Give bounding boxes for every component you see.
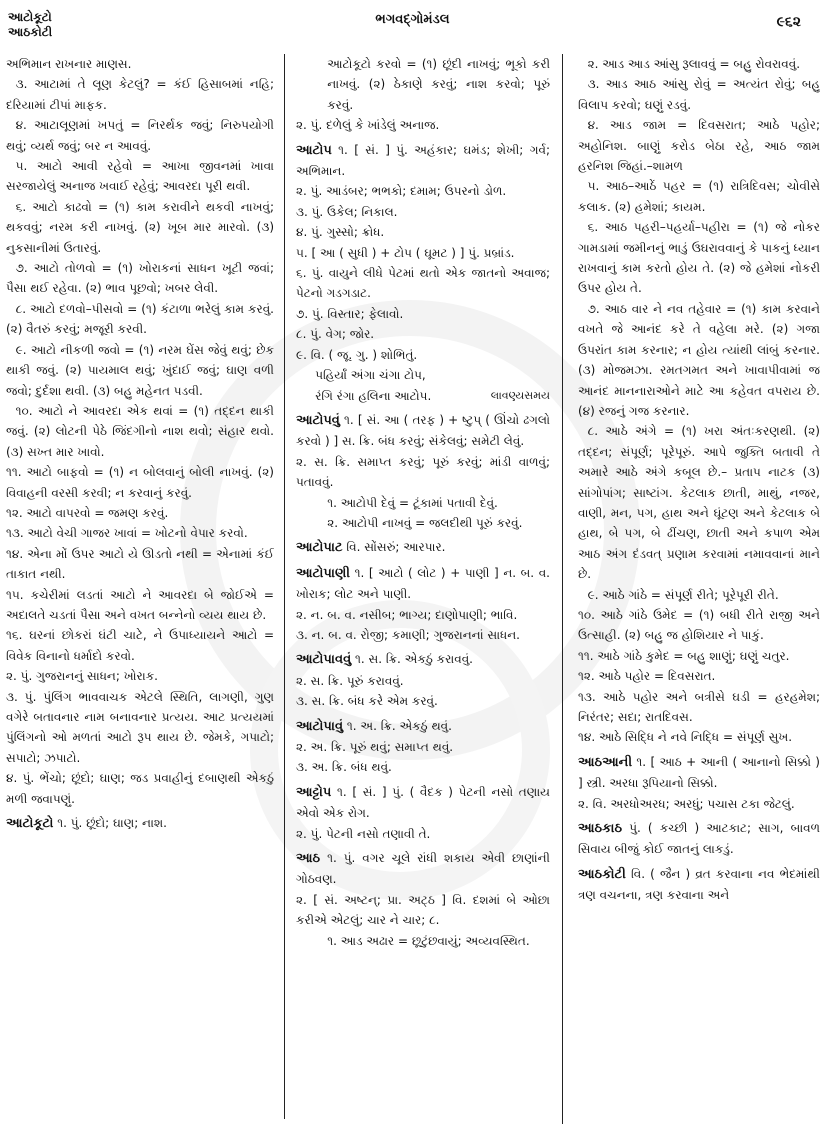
definition-text: ૯. આટો નીકળી જવો = (૧) નરમ ઘેંસ જેવું થવું; છેક થાકી જવું. (૨) પાયમાલ થવું; ખુંદાઈ જવું; ઘાણ વળી જવો; દુર્દશા થવી. (૩) બહુ મહેનત પડવી. (6, 342, 274, 398)
definition-sense (6, 115, 274, 156)
definition-text: ૨. પું. આડંબર; ભભકો; દમામ; ઉપરનો ડોળ. (296, 184, 507, 199)
definition-text: ૩. ન. બ. વ. રોજી; કમાણી; ગુજરાનનાં સાધન. (296, 627, 520, 642)
column-middle (296, 54, 550, 1120)
definition-sense (296, 890, 550, 931)
definition-text: ૧૦. આટો ને આવરદા એક થવાં = (૧) તદ્દન થાકી જવું. (૨) લોટની પેઠે જિંદગીનો નાશ થવો; સંહાર થવો. (૩) સખ્ત માર ખાવો. (6, 403, 274, 459)
definition-text: ૧૪. આઠે સિદ્ધિ ને નવે નિદ્ધિ = સંપૂર્ણ સુખ. (578, 730, 793, 745)
definition-text: ૧૩. આઠે પહોર અને બત્રીસે ઘડી = હરહમેશ; નિરંતર; સદા; રાતદિવસ. (578, 689, 820, 724)
dictionary-entry (296, 410, 550, 452)
running-title: ભગવદ્ગોમંડલ (375, 12, 450, 27)
guide-word-first: આટોકૂટો (8, 10, 52, 24)
definition-sense (6, 340, 274, 401)
definition-sense (296, 202, 550, 222)
definition-text: ૪. આટાલૂણમાં ખપતું = નિરર્થક જવું; નિરુપયોગી થવું; વ્યર્થ જવું; બર ન આવવું. (6, 118, 274, 153)
definition-sense (6, 585, 274, 626)
definition-text: ૨. અ. ક્રિ. પૂરું થવું; સમાપ્ત થવું. (296, 740, 454, 754)
definition-text: આટોકૂટો કરવો = (૧) છૂંદી નાખવું; ભૂકો કરી નાખવું. (૨) ઠેકાણે કરવું; નાશ કરવો; પૂરું કરવું. (327, 57, 550, 112)
definition-text: ૨. પું. દળેલું કે ખાંડેલું અનાજ. (296, 118, 440, 133)
column-divider (562, 54, 563, 1124)
dictionary-columns (0, 54, 825, 1120)
definition-sense (578, 727, 820, 747)
column-right (578, 54, 820, 1120)
definition-text: ૬. પું. વાયુને લીધે પેટમાં થતો એક જાતનો અવાજ; પેટનો ગડગડાટ. (296, 266, 550, 301)
dictionary-entry (296, 649, 550, 670)
definition-text: ૧. પું. છૂંદો; ઘાણ; નાશ. (57, 816, 167, 831)
definition-text: ૧. [ આઠ + આની ( આનાનો સિક્કો ) ] સ્ત્રી. અરધા રૂપિયાનો સિક્કો. (578, 754, 820, 791)
definition-sense (578, 421, 820, 584)
definition-text: ૨. આટોપી નાખવું = જલદીથી પૂરું કરવું. (327, 515, 523, 530)
definition-text: ૭. આઠ વાર ને નવ તહેવાર = (૧) કામ કરવાને વખતે જે આનંદ કરે તે વહેલા મરે. (૨) ગજા ઉપરાંત કામ કરનાર; ન હોય ત્યાંથી લાંબું કરનાર. (૩) મોજમઝા. રમતગમત અને ખાવાપીવામાં જ આનંદ માનનારાઓને માટે આ કહેવત વપરાય છે. (૪) રજનું ગજ કરનાર. (578, 301, 820, 418)
definition-text: ૩. અ. ક્રિ. બંધ થવું. (296, 760, 392, 775)
definition-text: રંગિ રંગા હલિના આટોપ. (315, 388, 432, 403)
definition-text: ૪. પું. ભેંચો; છૂંદો; ઘાણ; જડ પ્રવાહીનું દબાણથી એકઠું મળી જવાપણું. (6, 771, 274, 806)
dictionary-entry (578, 818, 820, 860)
definition-sense (578, 299, 820, 421)
definition-text: ૨. [ સં. અષ્ટન્; પ્રા. અટ્ઠ ] વિ. દશમાં બે ઓછા કરીએ એટલું; ચાર ને ચાર; ૮. (296, 892, 550, 928)
idiom-subentry (296, 931, 550, 951)
column-left (6, 54, 274, 1120)
entry-headword: આટ્ટોપ (296, 784, 332, 800)
definition-text: ૪. આડ જામ = દિવસરાત; આઠે પહોર; અહોનિશ. બાણું કરોડ બેઠા રહે, આઠ જામ હરનિશ જિહાં.–શામળ (578, 118, 820, 174)
definition-sense (6, 156, 274, 197)
definition-text: અભિમાન રાખનાર માણસ. (6, 57, 132, 71)
entry-headword: આટોપ (296, 142, 332, 158)
definition-text: વિ. ( જૈન ) વ્રત કરવાના નવ ભેદમાંથી ત્રણ વચનના, ત્રણ કરવાના અને (578, 866, 820, 903)
definition-text: ૪. પું. ગુસ્સો; ક્રોધ. (296, 225, 385, 240)
entry-headword: આટોપાટ (296, 540, 343, 556)
definition-text: ૧૨. આટો વાપરવો = જમણ કરવું. (6, 505, 169, 520)
entry-headword: આઠઆની (578, 754, 633, 770)
definition-sense (6, 299, 274, 340)
definition-sense (296, 304, 550, 324)
definition-sense (296, 625, 550, 645)
dictionary-entry (296, 140, 550, 182)
definition-text: ૧૪. એના મોં ઉપર આટો યે ઊડતો નથી = એનામાં કંઈ તાકાત નથી. (6, 546, 274, 582)
definition-sense (578, 54, 820, 74)
entry-headword: આઠકોટી (578, 866, 626, 882)
definition-text: વિ. સોંસરું; આરપાર. (346, 540, 446, 555)
idiom-subentry (296, 513, 550, 533)
definition-sense (578, 605, 820, 646)
dictionary-entry (296, 848, 550, 890)
definition-text: ૫. [ આ ( સુધી ) + ટોપ ( ઘૂમટ ) ] પું. પ્રબ્રાંડ. (296, 245, 515, 260)
definition-text: ૧. [ સં. ] પું. ( વૈદક ) પેટની નસો તણાય એવો એક રોગ. (296, 784, 550, 821)
definition-text: પહિર્યાં અંગા ચંગા ટોપ, (315, 368, 426, 383)
definition-sense (578, 794, 820, 814)
definition-sense (296, 243, 550, 263)
definition-text: ૫. આટો આવી રહેવો = આખા જીવનમાં ખાવા સરજાયેલું અનાજ ખવાઈ રહેવું; આવરદા પૂરી થવી. (6, 159, 274, 194)
entry-headword: આટોપાણી (296, 565, 351, 581)
definition-sense (6, 544, 274, 585)
definition-text: ૭. પું. વિસ્તાર; ફેલાવો. (296, 306, 404, 321)
definition-text: ૨. આડ આડ આંસુ રૂલાવવું = બહુ રોવરાવવું. (587, 57, 801, 71)
definition-text: ૧૫. કચેરીમાં લડતાં આટો ને આવરદા બે જોઈએ = અદાલતે ચડતાં પૈસા અને વખત બન્નેનો વ્યય થાય છે. (6, 587, 274, 622)
entry-headword: આટોકૂટો (6, 816, 54, 832)
idiom-subentry (296, 493, 550, 513)
definition-text: ૧૧. આટો બાફવો = (૧) ન બોલવાનું બોલી નાખવું. (૨) વિવાહની વરસી કરવી; ન કરવાનું કરવું. (6, 465, 274, 500)
definition-text: ૩. આટામાં તે લૂણ કેટલું? = કંઈ હિસાબમાં નહિ; દરિયામાં ટીપાં માફક. (6, 77, 274, 112)
definition-text: પું. ( કચ્છી ) આટકાટ; સાગ, બાવળ સિવાય બીજું કોઈ જાતનું લાકડું. (578, 821, 820, 857)
definition-text: ૨. વિ. અરધોઅરધ; અરધું; પચાસ ટકા જેટલું. (578, 796, 795, 811)
definition-text: ૩. પું. પુંલિંગ ભાવવાચક એટલે સ્થિતિ, લાગણી, ગુણ વગેરે બતાવનાર નામ બનાવનાર પ્રત્યય. આટ પ્રત્યયમાં પુંલિંગનો ઓ મળતાં આટો રૂપ થાય છે. જેમકે, ગપાટો; સપાટો; ઝપાટો. (6, 689, 274, 765)
definition-text: ૭. આટો તોળવો = (૧) ખોરાકનાં સાધન ખૂટી જવાં; પૈસા થઈ રહેવા. (૨) ભાવ પૂછવો; ખબર લેવી. (6, 261, 274, 296)
definition-text: ૧. [ સં. ] પું. અહંકાર; ઘમંડ; શેખી; ગર્વ; અભિમાન. (296, 142, 550, 179)
page-number: ૯૬૨ (776, 14, 801, 30)
definition-sense (6, 523, 274, 543)
definition-sense (296, 222, 550, 242)
definition-sense (6, 54, 274, 74)
definition-text: ૮. આઠે અંગે = (૧) ખરા અંતઃકરણથી. (૨) તદ્દન; સંપૂર્ણ; પૂરેપૂરું. આપે જુક્તિ બતાવી તે અમારે આઠે અંગે કબૂલ છે.– પ્રતાપ નાટક (૩) સાંગોપાંગ; સાષ્ટાંગ. કેટલાક છાતી, માથું, નજર, વાણી, મન, પગ, હાથ અને ઘૂંટણ અને કેટલાક બે હાથ, બે પગ, બે ઢીંચણ, છાતી અને કપાળ એમ આઠ અંગ દંડવત્ પ્રણામ કરવામાં નમાવવાનાં માને છે. (578, 424, 820, 582)
definition-text: ૧. [ સં. આ ( તરફ ) + ષ્ટુપ્ ( ઊંચો ઢગલો કરવો ) ] સ. ક્રિ. બંધ કરવું; સંકેલવું; સમેટી લેવું. (296, 412, 550, 449)
definition-sense (296, 345, 550, 365)
quoted-verse-line (296, 365, 550, 385)
page-header (0, 0, 825, 50)
definition-sense (296, 691, 550, 711)
definition-sense (6, 462, 274, 503)
definition-text: ૩. સ. ક્રિ. બંધ કરે એમ કરવું. (296, 694, 438, 709)
definition-text: ૩. પું. ઉકેલ; નિકાલ. (296, 204, 398, 219)
entry-headword: આટોપાવવું (296, 652, 352, 668)
definition-sense (6, 503, 274, 523)
guide-word-last: આઠકોટી (8, 25, 53, 39)
dictionary-entry (296, 563, 550, 605)
definition-sense (296, 452, 550, 493)
definition-text: ૨. ન. બ. વ. નસીબ; ભાગ્ય; દાણોપાણી; ભાવિ. (296, 607, 518, 622)
definition-sense (296, 263, 550, 304)
definition-text: ૧૧. આઠે ગાંઠે કુમેદ = બહુ શાણું; ઘણું ચતુર. (578, 648, 790, 663)
definition-sense (296, 115, 550, 135)
definition-sense (6, 258, 274, 299)
definition-sense (6, 768, 274, 809)
definition-text: ૧. આટોપી દેવું = ટૂંકામાં પતાવી દેવું. (327, 495, 498, 510)
definition-text: ૧૩. આટો વેચી ગાજર ખાવાં = ખોટનો વેપાર કરવો. (6, 526, 248, 541)
definition-sense (296, 737, 550, 757)
definition-sense (296, 324, 550, 344)
definition-sense (6, 625, 274, 666)
entry-headword: આટોપાવું (296, 718, 344, 734)
definition-sense (578, 115, 820, 176)
quotation-source: લાવણ્યસમય (490, 388, 550, 402)
dictionary-entry (578, 864, 820, 906)
definition-sense (296, 824, 550, 844)
definition-text: ૨. પું. પેટની નસો તણાવી તે. (296, 826, 431, 841)
definition-text: ૨. પું. ગુજરાનનું સાધન; ખોરાક. (6, 669, 158, 684)
definition-sense (296, 671, 550, 691)
entry-headword: આઠ (296, 851, 321, 867)
definition-text: ૫. આઠ–આઠેં પહર = (૧) રાત્રિદિવસ; ચોવીસે કલાક. (૨) હમેશાં; કાયમ. (578, 179, 820, 214)
dictionary-entry (296, 782, 550, 824)
definition-text: ૨. સ. ક્રિ. પૂરું કરાવવું. (296, 673, 404, 688)
definition-text: ૯. આઠે ગાંઠે = સંપૂર્ણ રીતે; પૂરેપૂરી રીતે. (587, 587, 779, 602)
entry-headword: આઠકાઠ (578, 821, 623, 837)
definition-sense (6, 401, 274, 462)
definition-sense (578, 74, 820, 115)
definition-sense (578, 687, 820, 728)
definition-text: ૧૬. ઘરનાં છોકરાં ઘંટી ચાટે, ને ઉપાધ્યાયને આટો = વિવેક વિનાનો ધર્માદો કરવો. (6, 628, 274, 663)
definition-sense (578, 646, 820, 666)
column-divider (284, 54, 285, 1119)
definition-sense (296, 605, 550, 625)
definition-text: ૧. અ. ક્રિ. એકઠું થવું. (346, 718, 452, 733)
definition-text: ૧૦. આઠે ગાંઠે ઉમેદ = (૧) બધી રીતે રાજી અને ઉત્સાહી. (૨) બહુ જ હોશિયાર ને પાકું. (578, 607, 820, 643)
dictionary-entry (296, 537, 550, 558)
definition-text: ૧. સ. ક્રિ. એકઠું કરાવવું. (355, 652, 473, 667)
definition-sense (6, 687, 274, 769)
dictionary-entry (296, 716, 550, 737)
definition-text: ૬. આઠ પહરી–પહર્યા–પહીરા = (૧) જે નોકર ગામડામાં જમીનનું ભાડું ઉઘરાવવાનું કે પાકનું ધ્યાન રાખવાનું કામ કરતો હોય તે. (૨) જે હમેશાં નોકરી ઉપર હોય તે. (578, 220, 820, 296)
definition-sense (578, 666, 820, 686)
dictionary-entry (6, 813, 274, 834)
definition-text: ૧૨. આઠે પહોર = દિવસરાત. (578, 669, 716, 684)
definition-sense (6, 666, 274, 686)
definition-text: ૧. આડ અઢાર = છૂટુંછવાયું; અવ્યવસ્થિત. (327, 933, 530, 948)
definition-sense (296, 757, 550, 777)
definition-text: ૩. આડ આઠ આંસુ રોવું = અત્યંત રોવું; બહુ વિલાપ કરવો; ઘણું રડવું. (578, 77, 820, 112)
definition-text: ૮. પું. વેગ; જોર. (296, 327, 375, 342)
definition-text: ૧. [ આટો ( લોટ ) + પાણી ] ન. બ. વ. ખોરાક; લોટ અને પાણી. (296, 565, 550, 602)
definition-sense (6, 197, 274, 258)
definition-sense (578, 176, 820, 217)
definition-text: ૮. આટો દળવો–પીસવો = (૧) કંટાળા ભરેલું કામ કરવું. (૨) વૈતરું કરવું; મજૂરી કરવી. (6, 301, 274, 337)
definition-sense (578, 217, 820, 299)
definition-sense (296, 181, 550, 201)
quoted-verse-line (296, 386, 550, 406)
definition-text: ૬. આટો કાઢવો = (૧) કામ કરાવીને થકવી નાખવું; થકવવું; નરમ કરી નાખવું. (૨) ખૂબ માર મારવો. (૩) નુકસાનીમાં ઉતારવું. (6, 199, 274, 255)
definition-text: ૨. સ. ક્રિ. સમાપ્ત કરવું; પૂરું કરવું; માંડી વાળવું; પતાવવું. (296, 454, 550, 490)
definition-sense (6, 74, 274, 115)
idiom-subentry (296, 54, 550, 115)
definition-text: ૯. વિ. ( જૂ. ગુ. ) શોભિતું. (296, 347, 418, 362)
definition-text: ૧. પું. વગર ચૂલે રાંધી શકાય એવી છાણાંની ગોઠવણ. (296, 851, 550, 887)
definition-sense (578, 585, 820, 605)
entry-headword: આટોપવું (296, 412, 340, 428)
dictionary-entry (578, 752, 820, 794)
